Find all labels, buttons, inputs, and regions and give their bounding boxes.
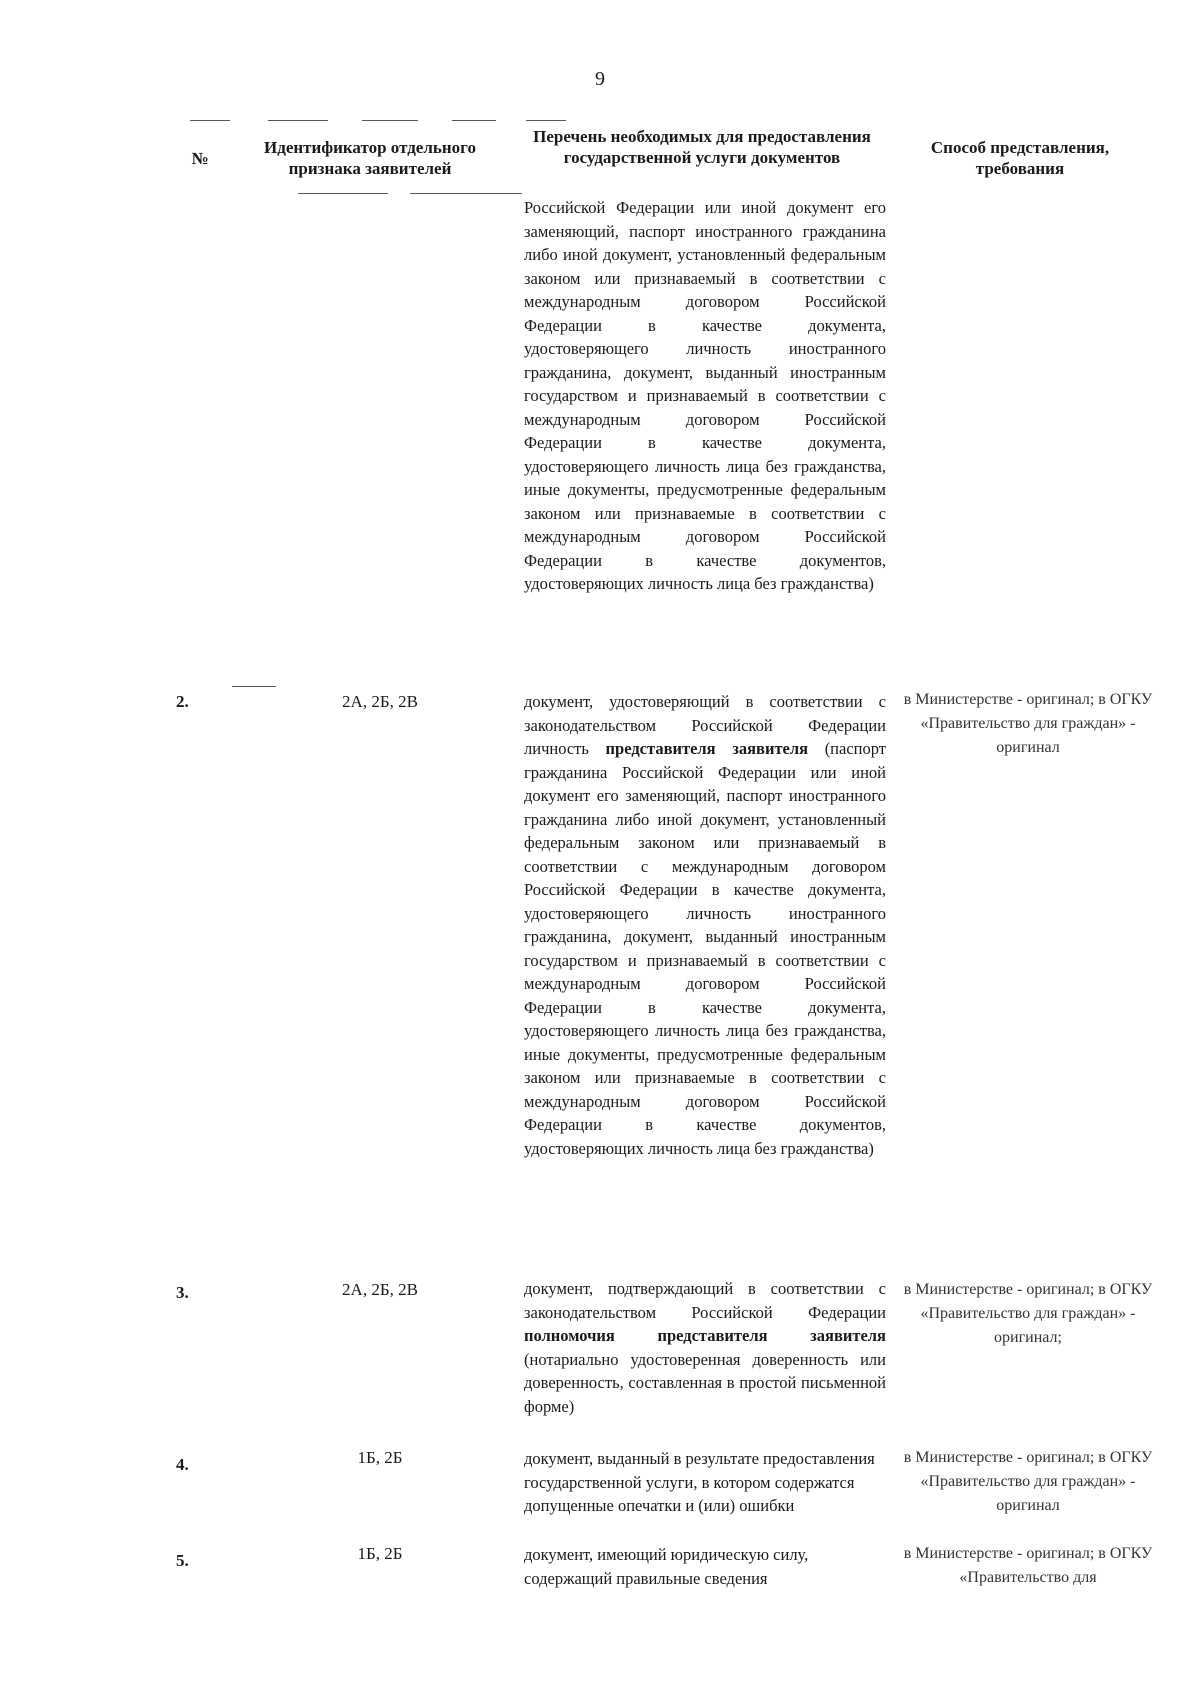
row-documents: [524, 690, 886, 1160]
row-method: в Министерстве - оригинал; в ОГКУ «Правительство для граждан» - оригинал: [903, 691, 1153, 756]
row-method: в Министерстве - оригинал; в ОГКУ «Правительство для граждан» - оригинал: [903, 1449, 1153, 1514]
continuation-text: Российской Федерации или иной документ его заменяющий, паспорт иностранного гражданина либо иной документ, установленный федеральным законом или признаваемый в соответствии с международным договором Российской Федерации в качестве документа, удостоверяющего личность иностранного гражданина, документ, выданный иностранным государством и признаваемый в соответствии с международным договором Российской Федерации в качестве документа, удостоверяющего личность лица без гражданства, иные документы, предусмотренные федеральным законом или признаваемые в соответствии с международным договором Российской Федерации в качестве документов, удостоверяющих личность лица без гражданства): [524, 198, 886, 593]
doc-text: документ, удостоверяющий в соответствии с законодательством Российской Федерации личность: [524, 692, 886, 758]
doc-text: документ, выданный в результате предоставления государственной услуги, в котором содержатся допущенные опечатки и (или) ошибки: [524, 1449, 875, 1515]
header-rule: [190, 120, 230, 121]
doc-text: документ, подтверждающий в соответствии с законодательством Российской Федерации: [524, 1279, 886, 1322]
row-documents: [524, 1543, 886, 1590]
row-identifier: 2А, 2Б, 2В: [342, 1280, 418, 1299]
header-rule: [452, 120, 496, 121]
header-identifier: Идентификатор отдельного признака заявителей: [264, 138, 476, 178]
row-number: 5.: [176, 1551, 189, 1570]
row-method: в Министерстве - оригинал; в ОГКУ «Правительство для: [903, 1545, 1153, 1586]
page-number: 9: [595, 68, 605, 90]
row-documents: [524, 1447, 886, 1518]
header-rule: [298, 193, 388, 194]
doc-text: (паспорт гражданина Российской Федерации или иной документ его заменяющий, паспорт иностранного гражданина либо иной документ, установленный федеральным законом или признаваемый в соответствии с международным договором Российской Федерации в качестве документа, удостоверяющего личность иностранного гражданина, документ, выданный иностранным государством и признаваемый в соответствии с международным договором Российской Федерации в качестве документа, удостоверяющего личность лица без гражданства, иные документы, предусмотренные федеральным законом или признаваемые в соответствии с международным договором Российской Федерации в качестве документов, удостоверяющих личность лица без гражданства): [524, 739, 886, 1158]
header-no: №: [191, 149, 209, 168]
row-rule: [232, 686, 276, 687]
row-number: 3.: [176, 1283, 189, 1302]
doc-text: (нотариально удостоверенная доверенность или доверенность, составленная в простой письменной форме): [524, 1349, 886, 1416]
doc-bold-text: представителя заявителя: [605, 739, 809, 758]
row-identifier: 1Б, 2Б: [357, 1544, 403, 1563]
row-number: 4.: [176, 1455, 189, 1474]
header-rule: [362, 120, 418, 121]
doc-text: документ, имеющий юридическую силу, содержащий правильные сведения: [524, 1545, 809, 1588]
row-identifier: 1Б, 2Б: [357, 1448, 403, 1467]
row-identifier: 2А, 2Б, 2В: [342, 692, 418, 711]
header-method: Способ представления, требования: [930, 138, 1110, 178]
row-method: в Министерстве - оригинал; в ОГКУ «Правительство для граждан» - оригинал;: [903, 1281, 1153, 1346]
header-rule: [410, 193, 522, 194]
header-documents: Перечень необходимых для предоставления государственной услуги документов: [533, 127, 871, 167]
row-number: 2.: [176, 692, 189, 711]
header-rule: [526, 120, 566, 121]
doc-bold-text: полномочия представителя заявителя: [524, 1326, 886, 1345]
row-documents: [524, 1277, 886, 1418]
header-rule: [268, 120, 328, 121]
